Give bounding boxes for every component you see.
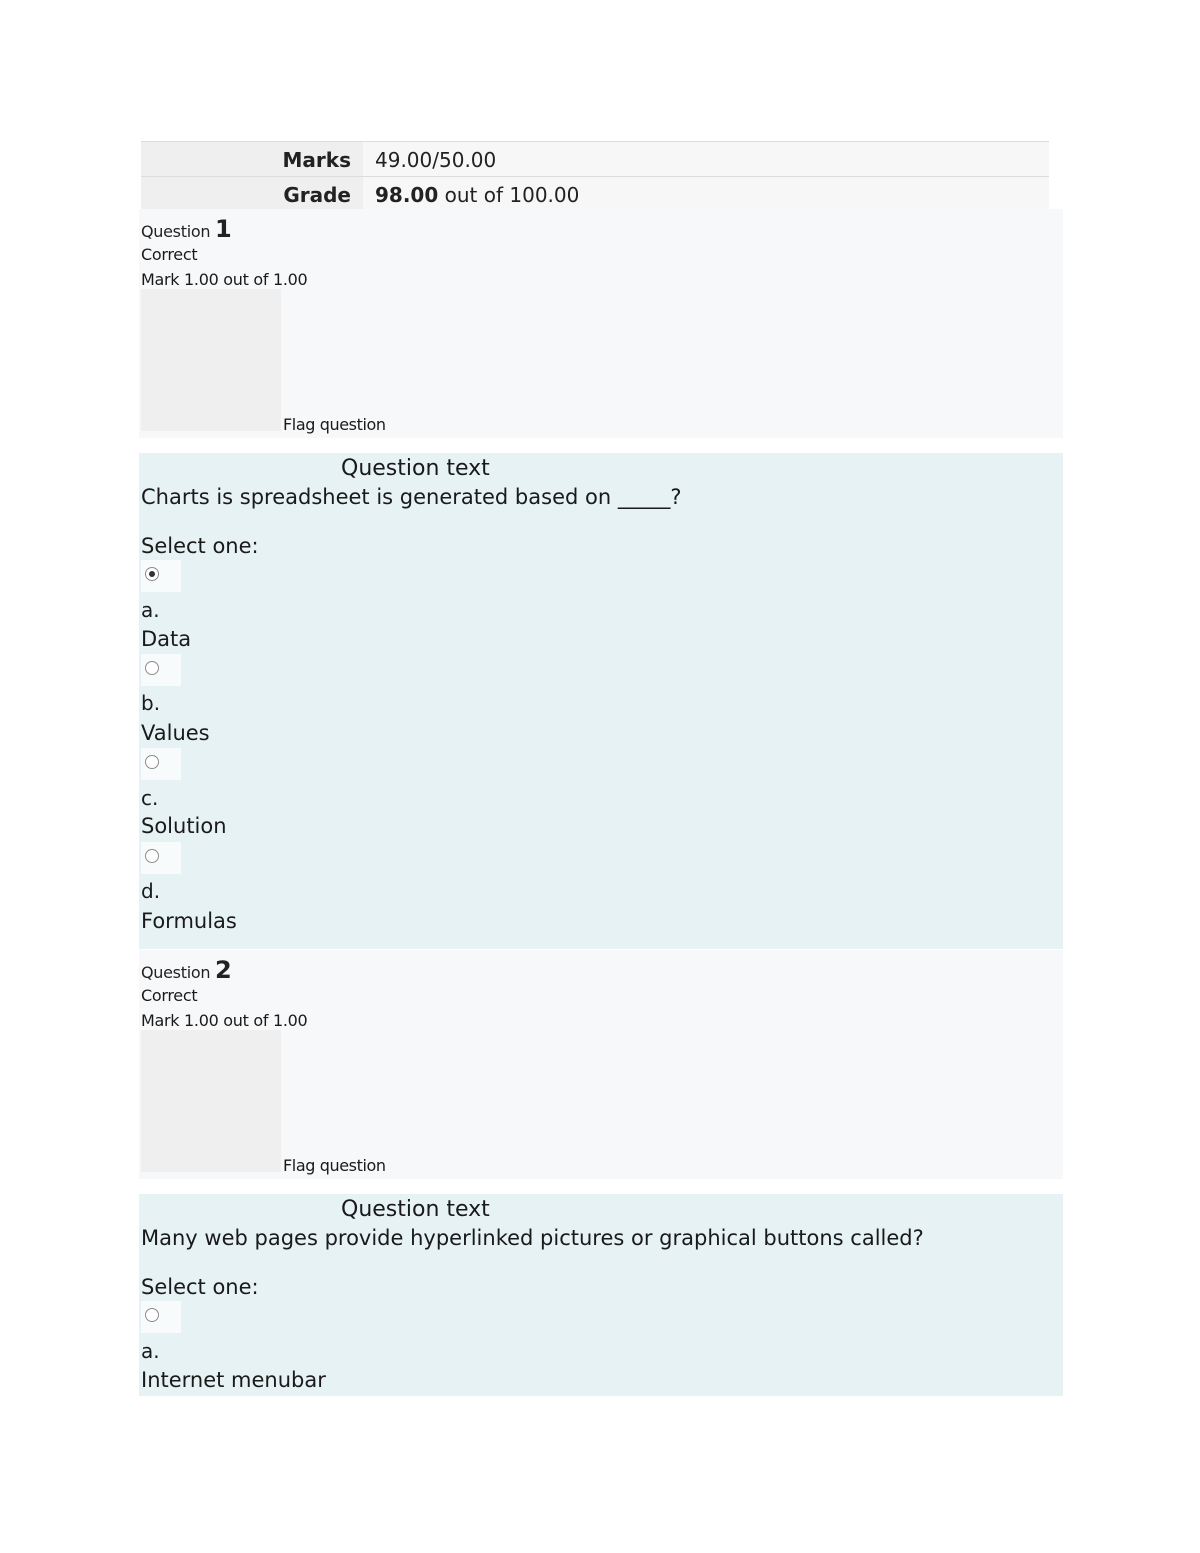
radio-checked-icon[interactable] xyxy=(145,567,159,581)
grade-row xyxy=(141,176,1049,211)
option-a-letter: a. xyxy=(141,1339,160,1363)
option-b-radio[interactable] xyxy=(141,654,181,686)
question-2-grade: Mark 1.00 out of 1.00 xyxy=(141,1011,308,1030)
option-d-letter: d. xyxy=(141,879,161,903)
question-2-text: Many web pages provide hyperlinked pictures or graphical buttons called? xyxy=(141,1226,924,1250)
radio-unchecked-icon[interactable] xyxy=(145,1308,159,1322)
question-text-heading: Question text xyxy=(341,1197,490,1222)
question-1-text: Charts is spreadsheet is generated based on _____? xyxy=(141,485,682,509)
grade-label: Grade xyxy=(141,177,363,211)
option-c-radio[interactable] xyxy=(141,748,181,780)
question-1-content xyxy=(139,453,1063,949)
quiz-summary-table xyxy=(141,141,1049,211)
question-1-info xyxy=(139,209,1063,438)
select-one-prompt: Select one: xyxy=(141,1275,259,1299)
option-a-radio[interactable] xyxy=(141,1301,181,1333)
marks-row xyxy=(141,141,1049,176)
option-a-text[interactable]: Internet menubar xyxy=(141,1368,326,1392)
question-1-grade: Mark 1.00 out of 1.00 xyxy=(141,270,308,289)
flag-question-link[interactable]: Flag question xyxy=(283,1156,386,1175)
marks-label: Marks xyxy=(141,142,363,176)
flag-image-placeholder[interactable] xyxy=(141,1030,281,1172)
question-label: Question xyxy=(141,222,215,241)
question-1-number xyxy=(141,215,231,243)
option-a-letter: a. xyxy=(141,598,160,622)
option-b-letter: b. xyxy=(141,691,161,715)
option-c-letter: c. xyxy=(141,786,159,810)
option-a-radio[interactable] xyxy=(141,560,181,592)
option-c-text[interactable]: Solution xyxy=(141,814,227,838)
question-2-state: Correct xyxy=(141,986,198,1005)
question-2-number xyxy=(141,956,231,984)
marks-value: 49.00/50.00 xyxy=(363,142,1049,176)
question-label: Question xyxy=(141,963,215,982)
flag-question-link[interactable]: Flag question xyxy=(283,415,386,434)
flag-image-placeholder[interactable] xyxy=(141,289,281,431)
grade-value-bold: 98.00 xyxy=(375,183,439,207)
option-b-text[interactable]: Values xyxy=(141,721,210,745)
question-number: 2 xyxy=(214,956,232,984)
option-a-text[interactable]: Data xyxy=(141,627,192,651)
option-d-text[interactable]: Formulas xyxy=(141,909,237,933)
radio-unchecked-icon[interactable] xyxy=(145,661,159,675)
select-one-prompt: Select one: xyxy=(141,534,259,558)
question-number: 1 xyxy=(214,215,232,243)
question-2-info xyxy=(139,950,1063,1179)
question-1-state: Correct xyxy=(141,245,198,264)
grade-value-rest: out of 100.00 xyxy=(438,183,580,207)
radio-unchecked-icon[interactable] xyxy=(145,849,159,863)
option-d-radio[interactable] xyxy=(141,842,181,874)
question-text-heading: Question text xyxy=(341,456,490,481)
radio-unchecked-icon[interactable] xyxy=(145,755,159,769)
grade-value xyxy=(363,177,1049,211)
question-2-content xyxy=(139,1194,1063,1396)
